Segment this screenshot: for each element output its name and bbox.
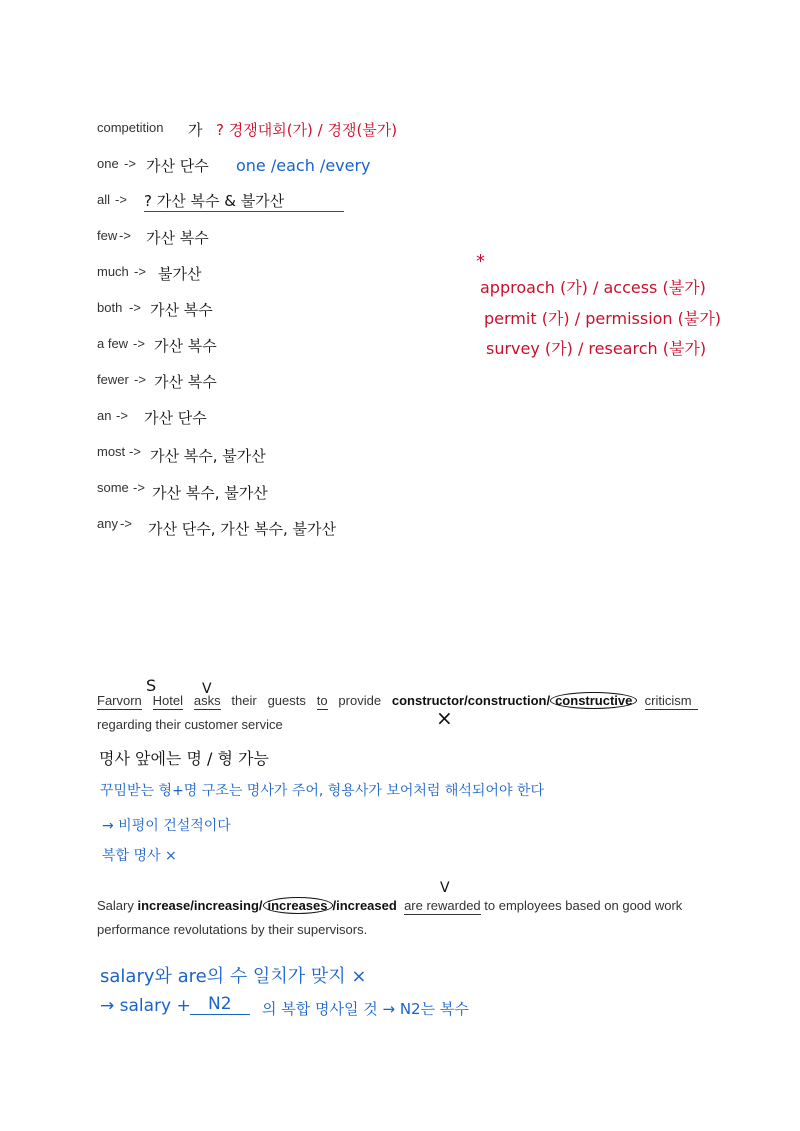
vocab-word: few <box>97 228 118 243</box>
vocab-word: all <box>97 192 111 207</box>
vocab-note: 가산 단수 <box>146 157 209 175</box>
sentence-word: Hotel <box>152 693 183 708</box>
vocab-arrow: -> <box>119 228 131 243</box>
note-black: 명사 앞에는 명 / 형 가능 <box>99 749 269 768</box>
vocab-note: 가산 단수 <box>144 409 207 427</box>
vocab-word: competition <box>97 120 164 135</box>
vocab-note: 불가산 <box>158 265 202 283</box>
answer-options: /increased <box>332 898 397 913</box>
vocab-arrow: -> <box>129 444 141 459</box>
vocab-word: much <box>97 264 129 279</box>
vocab-word: some <box>97 480 129 495</box>
vocab-note: 가산 단수, 가산 복수, 불가산 <box>148 520 336 538</box>
note-blue: 의 복합 명사일 것 → N2는 복수 <box>262 1000 469 1018</box>
x-mark: × <box>436 706 453 730</box>
star-mark: * <box>476 251 485 272</box>
sentence-rest: to employees based on good work <box>484 898 683 913</box>
note-blue: → 비평이 건설적이다 <box>102 818 231 834</box>
sentence-word: guests <box>267 693 306 708</box>
sentence-word: asks <box>193 693 221 708</box>
sentence-word: to <box>316 693 328 708</box>
circled-answer: increases <box>263 897 333 914</box>
vocab-word: any <box>97 516 118 531</box>
vocab-note: 가산 복수, 불가산 <box>152 484 268 502</box>
note-blank: N2 <box>190 994 250 1015</box>
vocab-arrow: -> <box>134 264 146 279</box>
question-sentence <box>97 689 698 713</box>
sentence-word: their <box>231 693 257 708</box>
vocab-arrow: -> <box>124 156 136 171</box>
verb-mark: V <box>440 880 450 896</box>
vocab-note: 가산 복수, 불가산 <box>150 447 266 465</box>
question-sentence-line2: regarding their customer service <box>97 717 283 732</box>
question-sentence <box>97 894 682 918</box>
answer-options: increase/increasing/ <box>137 898 263 913</box>
vocab-word: fewer <box>97 372 129 387</box>
vocab-word: most <box>97 444 126 459</box>
sentence-word: provide <box>338 693 382 708</box>
answer-options: constructor/construction/ <box>391 693 551 708</box>
vocab-note: 가산 복수 <box>150 301 213 319</box>
sentence-verb: are rewarded <box>404 898 481 913</box>
vocab-arrow: -> <box>134 372 146 387</box>
vocab-note: 가산 복수 <box>154 337 217 355</box>
vocab-extra: one /each /every <box>236 156 371 175</box>
vocab-word: one <box>97 156 119 171</box>
vocab-arrow: -> <box>129 300 141 315</box>
subject-mark: S <box>146 676 157 695</box>
sentence-word: Salary <box>97 898 134 913</box>
vocab-arrow: -> <box>133 480 145 495</box>
note-blue: salary와 are의 수 일치가 맞지 × <box>100 966 367 987</box>
side-note-line: approach (가) / access (불가) <box>480 278 706 297</box>
vocab-arrow: -> <box>133 336 145 351</box>
vocab-word: a few <box>97 336 129 351</box>
side-note-line: survey (가) / research (불가) <box>486 339 707 358</box>
note-blue: 꾸밈받는 형+명 구조는 명사가 주어, 형용사가 보어처럼 해석되어야 한다 <box>100 783 544 799</box>
circled-answer: constructive <box>550 692 637 709</box>
sentence-word: Farvorn <box>97 693 142 708</box>
sentence-word: criticism <box>645 693 698 710</box>
verb-mark: V <box>202 681 212 697</box>
vocab-note: 가산 복수 <box>146 229 209 247</box>
vocab-word: an <box>97 408 112 423</box>
vocab-arrow: -> <box>120 516 132 531</box>
vocab-arrow: -> <box>115 192 127 207</box>
vocab-word: both <box>97 300 123 315</box>
note-blue: → salary + <box>100 996 191 1016</box>
vocab-note: 가산 복수 <box>154 373 217 391</box>
vocab-note: ? 가산 복수 & 불가산 <box>144 190 344 212</box>
vocab-extra: ? 경쟁대회(가) / 경쟁(불가) <box>216 121 398 139</box>
note-blue: 복합 명사 × <box>102 848 177 864</box>
side-note-line: permit (가) / permission (불가) <box>484 309 722 328</box>
vocab-note: 가 <box>188 121 203 139</box>
question-sentence-line2: performance revolutations by their supervisors. <box>97 922 368 937</box>
vocab-arrow: -> <box>116 408 128 423</box>
